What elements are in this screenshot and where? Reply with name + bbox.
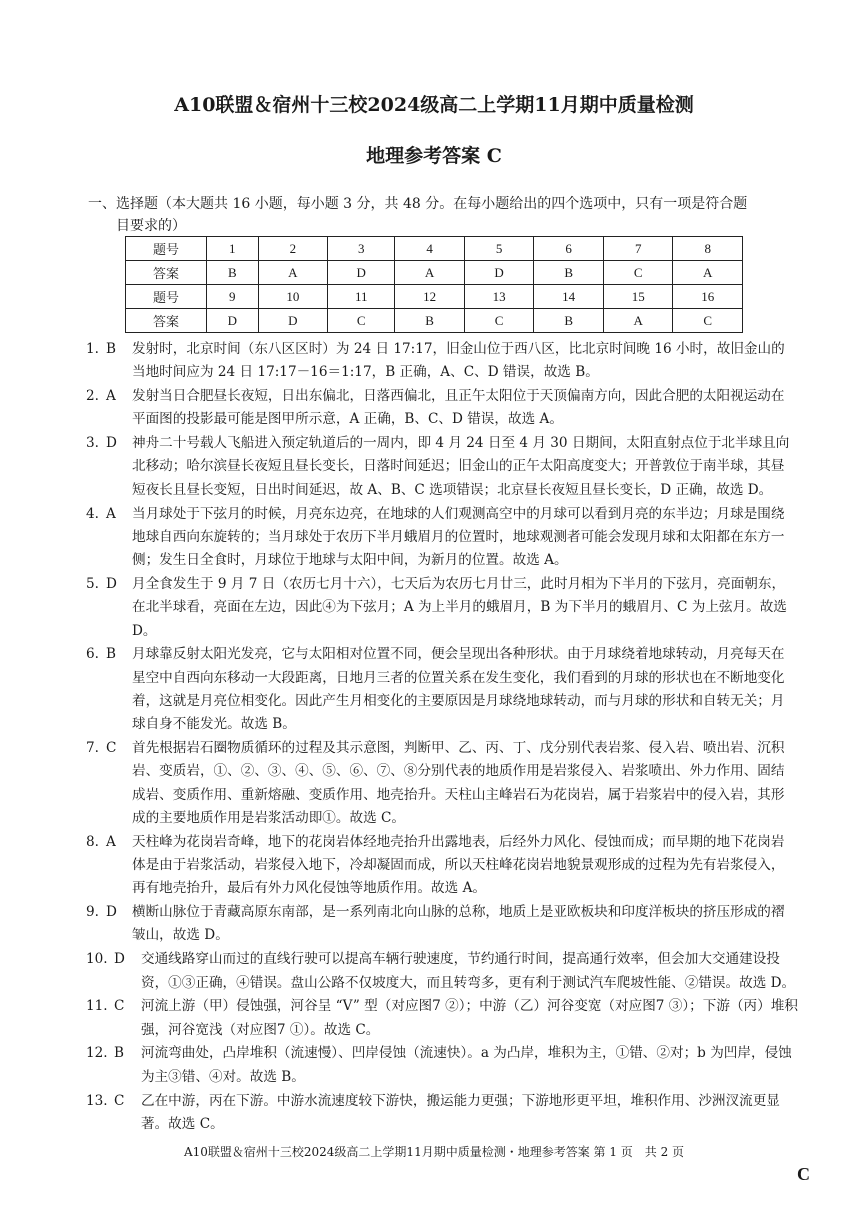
row-label: 答案 bbox=[126, 261, 207, 285]
answer-table-cell: A bbox=[673, 261, 743, 285]
answer-table-cell: D bbox=[207, 309, 259, 333]
item-number: 8. bbox=[86, 833, 99, 850]
row-label: 题号 bbox=[126, 237, 207, 261]
explanation-item bbox=[86, 338, 798, 385]
answer-table-row bbox=[126, 261, 743, 285]
item-number: 3. bbox=[86, 435, 99, 452]
answer-table-cell: 4 bbox=[395, 237, 465, 261]
item-text: 首先根据岩石圈物质循环的过程及其示意图，判断甲、乙、丙、丁、戊分别代表岩浆、侵入岩、喷出岩、沉积岩、变质岩，①、②、③、④、⑤、⑥、⑦、⑧分别代表的地质作用是岩浆侵入、岩浆喷出、外力作用、固结成岩、变质作用、重新熔融、变质作用、地壳抬升。天柱山主峰岩石为花岗岩，属于岩浆岩中的侵入岩，其形成的主要地质作用是岩浆活动即①。故选 C。 bbox=[132, 740, 785, 826]
item-text: 河流上游（甲）侵蚀强，河谷呈 “V” 型（对应图7 ②）；中游（乙）河谷变宽（对应图7 ③）；下游（丙）堆积强，河谷宽浅（对应图7 ①）。故选 C。 bbox=[141, 998, 798, 1038]
item-number: 11. bbox=[86, 998, 108, 1015]
version-mark: C bbox=[797, 1164, 810, 1184]
row-label: 题号 bbox=[126, 285, 207, 309]
answer-table-cell: 7 bbox=[603, 237, 673, 261]
answer-table-cell: 16 bbox=[673, 285, 743, 309]
item-answer: A bbox=[106, 505, 116, 522]
section-heading bbox=[88, 193, 793, 237]
explanation-item bbox=[86, 643, 798, 736]
item-answer: C bbox=[114, 1092, 125, 1109]
answer-table-cell: 10 bbox=[258, 285, 328, 309]
answer-table-cell: C bbox=[328, 309, 395, 333]
item-answer: D bbox=[106, 575, 117, 592]
item-answer: B bbox=[114, 1045, 124, 1062]
answer-table-cell: 3 bbox=[328, 237, 395, 261]
answer-table-cell: 12 bbox=[395, 285, 465, 309]
item-number: 1. bbox=[86, 341, 99, 357]
document-subtitle: 地理参考答案 C bbox=[366, 145, 502, 167]
answer-table-cell: C bbox=[603, 261, 673, 285]
answer-table-cell: B bbox=[207, 261, 259, 285]
answer-table-cell: 6 bbox=[534, 237, 604, 261]
answer-table-row bbox=[126, 309, 743, 333]
answer-table-cell: A bbox=[395, 261, 465, 285]
answer-table-cell: B bbox=[395, 309, 465, 333]
item-text: 月球靠反射太阳光发亮，它与太阳相对位置不同，便会呈现出各种形状。由于月球绕着地球转动，月亮每天在星空中自西向东移动一大段距离，日地月三者的位置关系在发生变化，我们看到的月球的形状也在不断地变化着，这就是月亮位相变化。因此产生月相变化的主要原因是月球绕地球转动，而与月球的形状和自转无关；月球自身不能发光。故选 B。 bbox=[132, 646, 785, 733]
answer-table-cell: A bbox=[603, 309, 673, 333]
document-title: A10联盟＆宿州十三校2024级高二上学期11月期中质量检测 bbox=[174, 94, 694, 116]
item-text: 月全食发生于 9 月 7 日（农历七月十六），七天后为农历七月廿三，此时月相为下半月的下弦月，亮面朝东，在北半球看，亮面在左边，因此④为下弦月；A 为上半月的蛾眉月，B 为下半月的蛾眉月、C 为上弦月。故选 D。 bbox=[132, 575, 787, 639]
item-text: 横断山脉位于青藏高原东南部，是一系列南北向山脉的总称，地质上是亚欧板块和印度洋板块的挤压形成的褶皱山，故选 D。 bbox=[132, 904, 785, 944]
item-number: 6. bbox=[86, 646, 99, 663]
answer-table-cell: D bbox=[464, 261, 534, 285]
item-text: 交通线路穿山而过的直线行驶可以提高车辆行驶速度，节约通行时间，提高通行效率，但会加大交通建设投资，①③正确，④错误。盘山公路不仅坡度大，而且转弯多，更有利于测试汽车爬坡性能、②错误。故选 D。 bbox=[141, 951, 796, 991]
page-footer: A10联盟＆宿州十三校2024级高二上学期11月期中质量检测・地理参考答案 第 1 页 共 2 页 bbox=[183, 1145, 685, 1159]
answer-table-cell: B bbox=[534, 309, 604, 333]
item-number: 4. bbox=[86, 505, 99, 522]
answer-table-cell: 1 bbox=[207, 237, 259, 261]
section-heading-line1: 一、选择题（本大题共 16 小题，每小题 3 分，共 48 分。在每小题给出的四个选项中，只有一项是符合题 bbox=[88, 196, 748, 212]
answer-explanations bbox=[86, 338, 798, 1137]
answer-table-cell: D bbox=[328, 261, 395, 285]
section-heading-line2: 目要求的） bbox=[116, 218, 186, 234]
answer-table-cell: 8 bbox=[673, 237, 743, 261]
explanation-item bbox=[86, 995, 798, 1042]
answer-table-cell: A bbox=[258, 261, 328, 285]
row-label: 答案 bbox=[126, 309, 207, 333]
explanation-item bbox=[86, 901, 798, 948]
item-number: 2. bbox=[86, 388, 99, 405]
item-number: 5. bbox=[86, 575, 99, 592]
answer-table-cell: C bbox=[673, 309, 743, 333]
item-text: 当月球处于下弦月的时候，月亮东边亮，在地球的人们观测高空中的月球可以看到月亮的东半边；月球是围绕地球自西向东旋转的；当月球处于农历下半月蛾眉月的位置时，地球观测者可能会发现月球和太阳都在东方一侧；发生日全食时，月球位于地球与太阳中间，为新月的位置。故选 A。 bbox=[132, 505, 785, 569]
item-answer: A bbox=[106, 833, 116, 850]
explanation-item bbox=[86, 385, 798, 432]
explanation-item bbox=[86, 831, 798, 901]
explanation-item bbox=[86, 1090, 798, 1137]
explanation-item bbox=[86, 573, 798, 643]
answer-table-cell: 14 bbox=[534, 285, 604, 309]
item-text: 乙在中游，丙在下游。中游水流速度较下游快，搬运能力更强；下游地形更平坦，堆积作用、沙洲汊流更显著。故选 C。 bbox=[141, 1092, 780, 1132]
item-text: 神舟二十号载人飞船进入预定轨道后的一周内，即 4 月 24 日至 4 月 30 日期间，太阳直射点位于北半球且向北移动；哈尔滨昼长夜短且昼长变长，日落时间延迟；旧金山的正午太阳高度变大；开普敦位于南半球，其昼短夜长且昼长变短，日出时间延迟，故 A、B、C 选项错误；北京昼长夜短且昼长变长，D 正确，故选 D。 bbox=[132, 435, 790, 498]
explanation-item bbox=[86, 737, 798, 830]
item-number: 10. bbox=[86, 951, 108, 968]
answer-table-cell: D bbox=[258, 309, 328, 333]
item-answer: C bbox=[114, 998, 125, 1015]
item-number: 7. bbox=[86, 740, 99, 757]
answer-table-cell: 13 bbox=[464, 285, 534, 309]
item-text: 发射时，北京时间（东八区区时）为 24 日 17:17，旧金山位于西八区，比北京时间晚 16 小时，故旧金山的当地时间应为 24 日 17:17－16＝1:17，B 正确，A、C、D 错误，故选 B。 bbox=[132, 341, 785, 381]
answer-table bbox=[125, 236, 743, 333]
item-text: 河流弯曲处，凸岸堆积（流速慢）、凹岸侵蚀（流速快）。a 为凸岸，堆积为主，①错、②对；b 为凹岸，侵蚀为主③错、④对。故选 B。 bbox=[141, 1045, 792, 1085]
answer-table-row bbox=[126, 237, 743, 261]
answer-table-cell: 11 bbox=[328, 285, 395, 309]
answer-table-cell: 15 bbox=[603, 285, 673, 309]
explanation-item bbox=[86, 948, 798, 995]
explanation-item bbox=[86, 432, 798, 502]
item-number: 13. bbox=[86, 1092, 108, 1109]
answer-table-cell: B bbox=[534, 261, 604, 285]
item-answer: D bbox=[114, 951, 125, 968]
item-answer: C bbox=[106, 740, 117, 757]
explanation-item bbox=[86, 1042, 798, 1089]
answer-table-cell: 9 bbox=[207, 285, 259, 309]
item-answer: D bbox=[106, 904, 117, 921]
answer-table-cell: 2 bbox=[258, 237, 328, 261]
item-answer: D bbox=[106, 435, 117, 452]
explanation-item bbox=[86, 503, 798, 573]
item-text: 发射当日合肥昼长夜短，日出东偏北，日落西偏北，且正午太阳位于天顶偏南方向，因此合肥的太阳视运动在平面图的投影最可能是图甲所示意，A 正确，B、C、D 错误，故选 A。 bbox=[132, 388, 785, 428]
item-answer: B bbox=[106, 646, 116, 663]
item-number: 9. bbox=[86, 904, 99, 921]
item-answer: A bbox=[106, 388, 116, 405]
item-number: 12. bbox=[86, 1045, 108, 1062]
item-answer: B bbox=[106, 341, 116, 357]
answer-table-cell: C bbox=[464, 309, 534, 333]
item-text: 天柱峰为花岗岩奇峰，地下的花岗岩体经地壳抬升出露地表，后经外力风化、侵蚀而成；而早期的地下花岗岩体是由于岩浆活动，岩浆侵入地下，冷却凝固而成，所以天柱峰花岗岩地貌景观形成的过程为先有岩浆侵入，再有地壳抬升，最后有外力风化侵蚀等地质作用。故选 A。 bbox=[132, 833, 785, 897]
answer-table-row bbox=[126, 285, 743, 309]
answer-table-cell: 5 bbox=[464, 237, 534, 261]
